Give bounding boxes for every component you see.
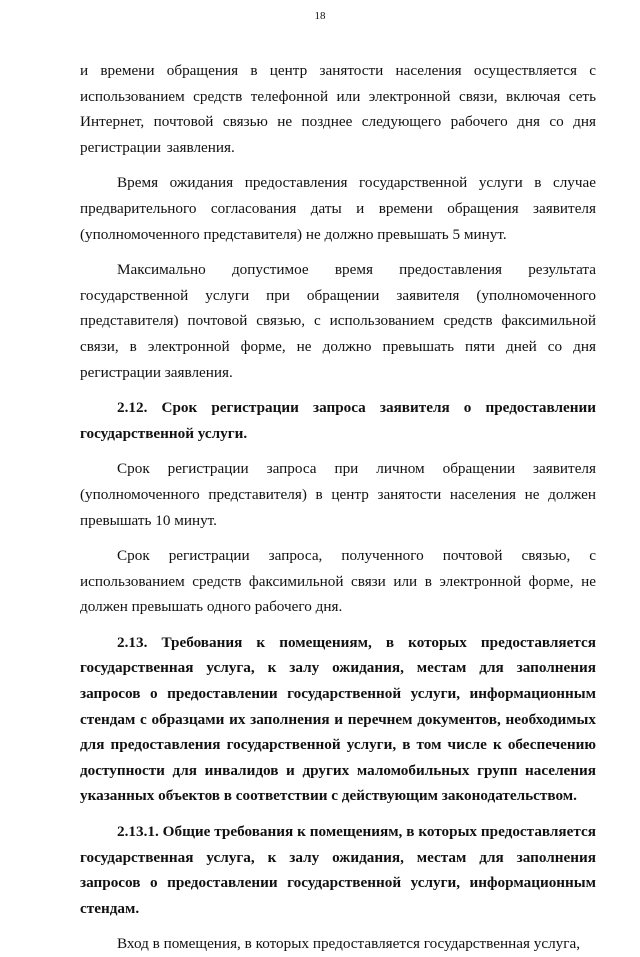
paragraph-entrance: Вход в помещения, в которых предоставляется государственная услуга,: [117, 935, 581, 953]
document-body: [80, 58, 596, 957]
paragraph-personal-registration: Срок регистрации запроса при личном обращении заявителя (уполномоченного представителя) в центр занятости населения не должен превышать 10 минут.: [80, 460, 596, 529]
page-number: 18: [314, 10, 326, 22]
section-heading-2-13-1: 2.13.1. Общие требования к помещениям, в которых предоставляется государственная услуга, к залу ожидания, местам для заполнения запросов о предоставлении государственной услуги, информационным стендам.: [80, 823, 596, 917]
paragraph-max-time: Максимально допустимое время предоставления результата государственной услуги при обращении заявителя (уполномоченного представителя) почтовой связью, с использованием средств факсимильной связи, в электронной форме, не должно превышать пяти дней со дня регистрации заявления.: [80, 261, 596, 381]
section-heading-2-12: 2.12. Срок регистрации запроса заявителя о предоставлении государственной услуги.: [80, 399, 596, 442]
paragraph-waiting-time: Время ожидания предоставления государственной услуги в случае предварительного согласования даты и времени обращения заявителя (уполномоченного представителя) не должно превышать 5 минут.: [80, 174, 596, 243]
paragraph-continuation: и времени обращения в центр занятости населения осуществляется с использованием средств телефонной или электронной связи, включая сеть Интернет, почтовой связью не позднее следующего рабочего дня со дня регистрации заявления.: [80, 62, 596, 156]
paragraph-remote-registration: Срок регистрации запроса, полученного почтовой связью, с использованием средств факсимильной связи или в электронной форме, не должен превышать одного рабочего дня.: [80, 547, 596, 616]
section-heading-2-13: 2.13. Требования к помещениям, в которых предоставляется государственная услуга, к залу ожидания, местам для заполнения запросов о предоставлении государственной услуги, информационным стендам с образцами их заполнения и перечнем документов, необходимых для предоставления государственной услуги, в том числе к обеспечению доступности для инвалидов и других маломобильных групп населения указанных объектов в соответствии с действующим законодательством.: [80, 633, 596, 805]
